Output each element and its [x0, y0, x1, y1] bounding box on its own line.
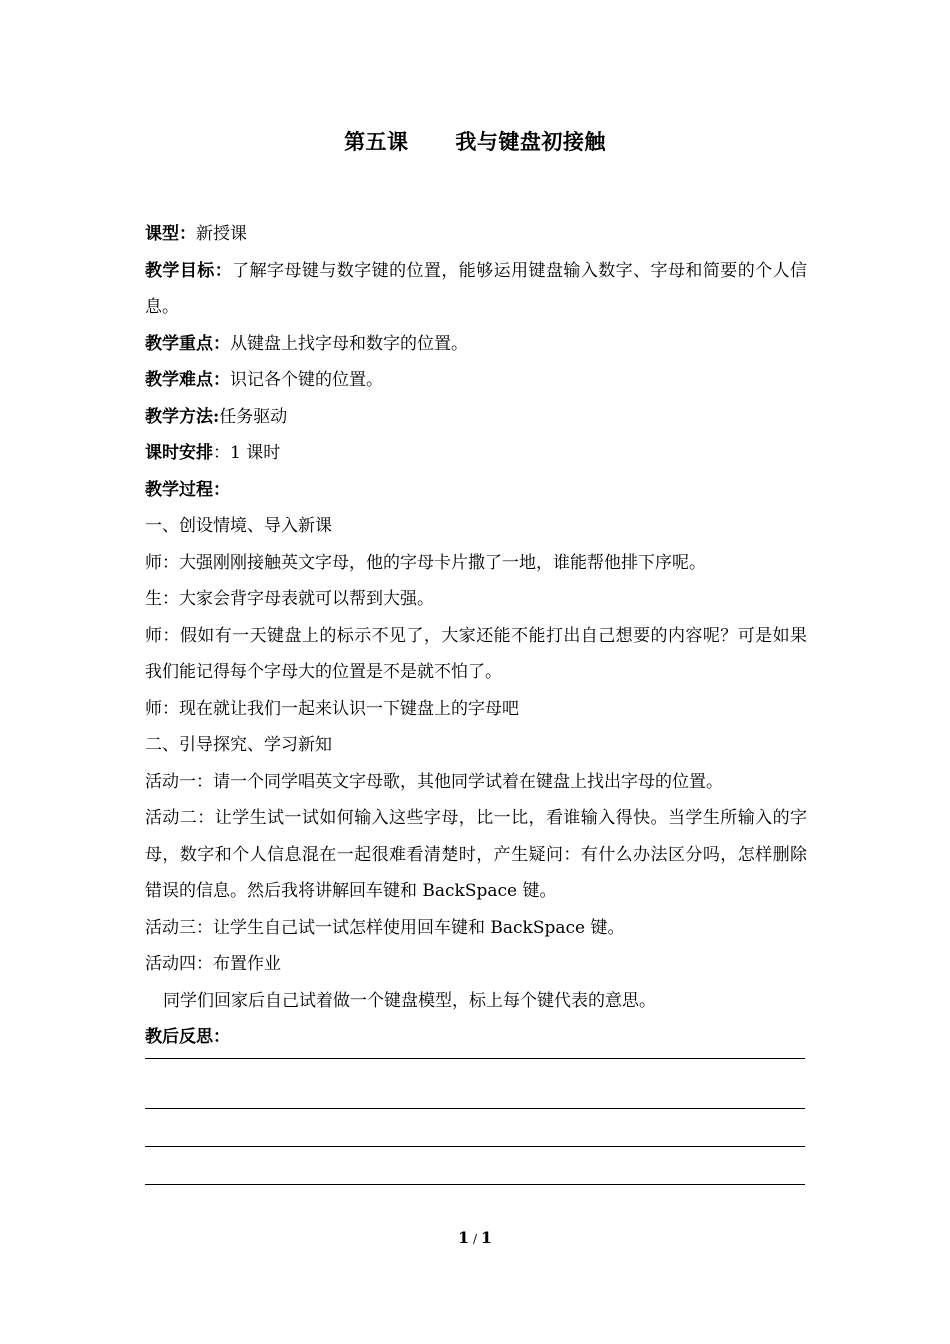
dialogue-teacher-1: 师：大强刚刚接触英文字母，他的字母卡片撒了一地，谁能帮他排下序呢。 [145, 552, 706, 573]
field-method-value: 任务驱动 [219, 406, 288, 427]
dialogue-student-1: 生：大家会背字母表就可以帮到大强。 [145, 589, 434, 609]
field-type-label: 课型： [145, 224, 196, 244]
field-method [145, 399, 807, 436]
page-current: 1 [458, 1228, 470, 1247]
reflection-heading [145, 1019, 807, 1056]
field-focus-value: 从键盘上找字母和数字的位置。 [230, 333, 468, 354]
field-difficulty [145, 362, 807, 399]
activity-2: 活动二：让学生试一试如何输入这些字母，比一比，看谁输入得快。当学生所输入的字母，数字和个人信息混在一起很难看清楚时，产生疑问：有什么办法区分吗，怎样删除错误的信息。然后我将讲解回车键和 BackSpace 键。 [145, 808, 807, 901]
process-section-1: 一、创设情境、导入新课 [145, 516, 332, 536]
reflection-line-1 [145, 1058, 805, 1059]
field-type [145, 216, 807, 253]
reflection-line-4 [145, 1184, 805, 1185]
field-process-label: 教学过程： [145, 479, 230, 500]
field-goal-label: 教学目标： [145, 260, 233, 281]
reflection-label: 教后反思： [145, 1027, 230, 1047]
field-method-label: 教学方法: [145, 406, 220, 427]
field-difficulty-label: 教学难点： [145, 370, 230, 390]
field-goal [145, 253, 807, 326]
page-separator: / [469, 1232, 481, 1246]
document-body [145, 216, 807, 1056]
field-difficulty-value: 识记各个键的位置。 [230, 370, 383, 390]
field-schedule-label: 课时安排 [145, 443, 213, 463]
activity-3: 活动三：让学生自己试一试怎样使用回车键和 BackSpace 键。 [145, 917, 625, 938]
reflection-line-3 [145, 1146, 805, 1147]
homework-text: 同学们回家后自己试着做一个键盘模型，标上每个键代表的意思。 [163, 990, 656, 1011]
field-focus-label: 教学重点： [145, 333, 230, 354]
dialogue-teacher-3: 师：现在就让我们一起来认识一下键盘上的字母吧 [145, 698, 519, 719]
field-type-value: 新授课 [196, 224, 247, 244]
field-process [145, 472, 807, 509]
page-title: 第五课 我与键盘初接触 [344, 129, 606, 154]
process-section-2: 二、引导探究、学习新知 [145, 735, 332, 755]
activity-4: 活动四：布置作业 [145, 954, 281, 974]
field-schedule [145, 435, 807, 472]
reflection-line-2 [145, 1108, 805, 1109]
page-number [0, 1228, 950, 1247]
dialogue-teacher-2: 师：假如有一天键盘上的标示不见了，大家还能不能打出自己想要的内容呢？可是如果我们能记得每个字母大的位置是不是就不怕了。 [145, 625, 807, 682]
page-total: 1 [480, 1228, 492, 1247]
field-focus [145, 326, 807, 363]
activity-1: 活动一：请一个同学唱英文字母歌，其他同学试着在键盘上找出字母的位置。 [145, 771, 723, 792]
field-goal-value: 了解字母键与数字键的位置，能够运用键盘输入数字、字母和简要的个人信息。 [145, 260, 808, 317]
field-schedule-value: ：1 课时 [213, 443, 281, 463]
